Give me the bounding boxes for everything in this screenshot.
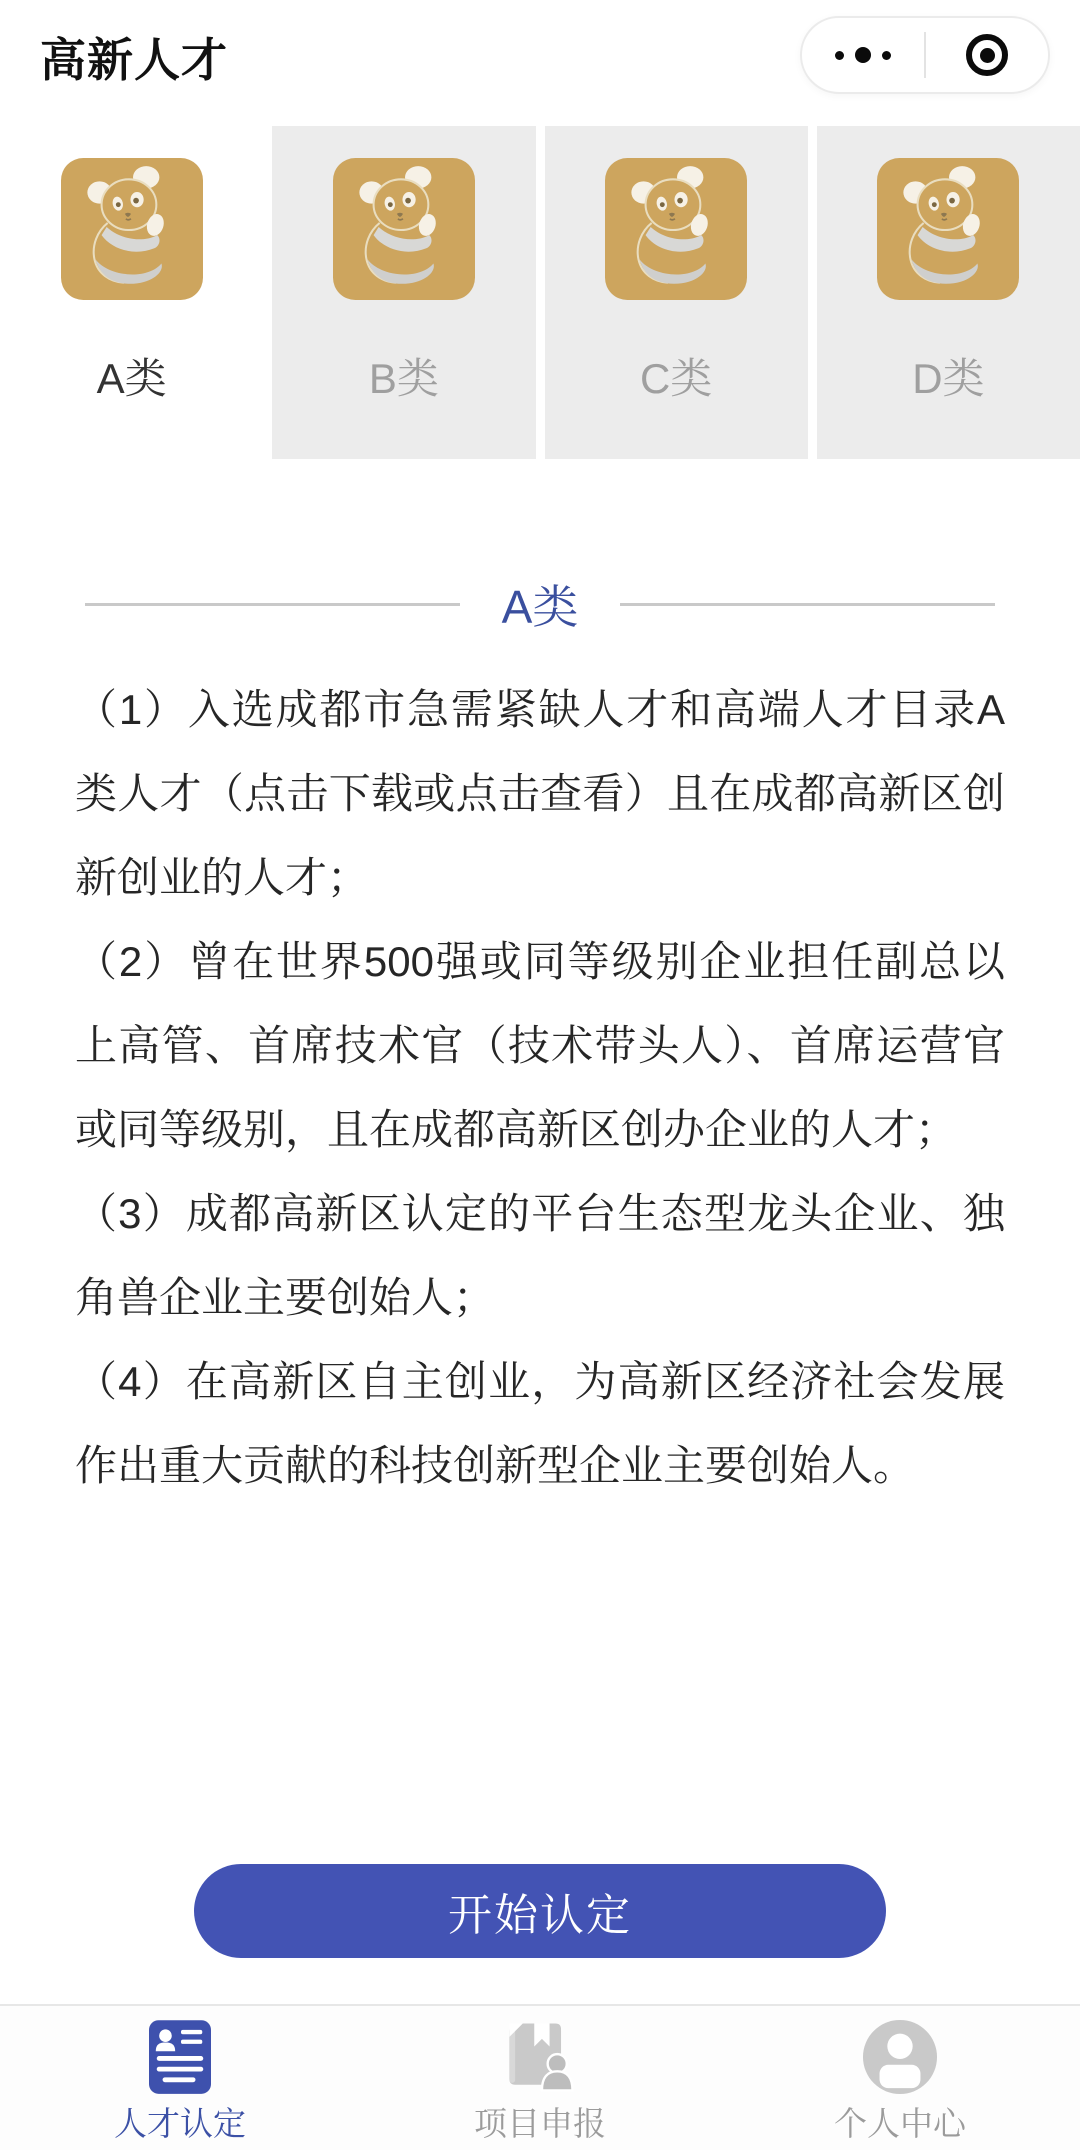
- project-book-icon: [496, 2019, 584, 2095]
- tab-label-c: C类: [639, 355, 713, 402]
- section-title: A类: [501, 581, 579, 633]
- page-title: 高新人才: [40, 34, 228, 86]
- tabbar-item-talent[interactable]: [0, 2006, 360, 2150]
- tab-label-a: A类: [96, 355, 167, 402]
- ellipsis-icon: [835, 47, 891, 63]
- panda-icon: [877, 158, 1019, 300]
- tab-category-b[interactable]: [272, 126, 535, 459]
- wechat-capsule: [800, 16, 1050, 94]
- tab-label-d: D类: [912, 355, 985, 402]
- heading-divider-left: [85, 603, 460, 606]
- category-tab-strip: [0, 126, 1080, 459]
- heading-divider-right: [620, 603, 995, 606]
- criteria-paragraph-1: （1）入选成都市急需紧缺人才和高端人才目录A类人才（点击下载或点击查看）且在成都高新区创新创业的人才；: [75, 686, 1005, 901]
- section-heading: [0, 572, 1080, 636]
- tab-category-c[interactable]: [545, 126, 808, 459]
- target-icon: [966, 34, 1008, 76]
- tab-category-a[interactable]: [0, 126, 263, 459]
- panda-icon: [61, 158, 203, 300]
- start-button-label: 开始认定: [448, 1891, 632, 1940]
- tabbar-item-profile[interactable]: [720, 2006, 1080, 2150]
- close-button[interactable]: [926, 18, 1048, 92]
- user-circle-icon: [862, 2019, 938, 2095]
- criteria-paragraph-2: （2）曾在世界500强或同等级别企业担任副总以上高管、首席技术官（技术带头人）、首席运营官或同等级别，且在成都高新区创办企业的人才；: [75, 938, 1005, 1153]
- more-button[interactable]: [802, 18, 924, 92]
- tabbar-label-profile: 个人中心: [834, 2105, 966, 2142]
- panda-icon: [605, 158, 747, 300]
- panda-icon: [333, 158, 475, 300]
- start-certification-button[interactable]: [194, 1864, 886, 1958]
- criteria-text-block: [75, 668, 1005, 1508]
- criteria-paragraph-4: （4）在高新区自主创业，为高新区经济社会发展作出重大贡献的科技创新型企业主要创始人。: [75, 1358, 1005, 1489]
- tab-label-b: B类: [368, 355, 439, 402]
- tabbar-item-project[interactable]: [360, 2006, 720, 2150]
- bottom-tab-bar: [0, 2004, 1080, 2150]
- tabbar-label-project: 项目申报: [474, 2105, 606, 2142]
- header: [0, 0, 1080, 126]
- tab-category-d[interactable]: [817, 126, 1080, 459]
- tabbar-label-talent: 人才认定: [114, 2105, 246, 2142]
- talent-idcard-icon: [149, 2020, 211, 2094]
- criteria-paragraph-3: （3）成都高新区认定的平台生态型龙头企业、独角兽企业主要创始人；: [75, 1190, 1005, 1321]
